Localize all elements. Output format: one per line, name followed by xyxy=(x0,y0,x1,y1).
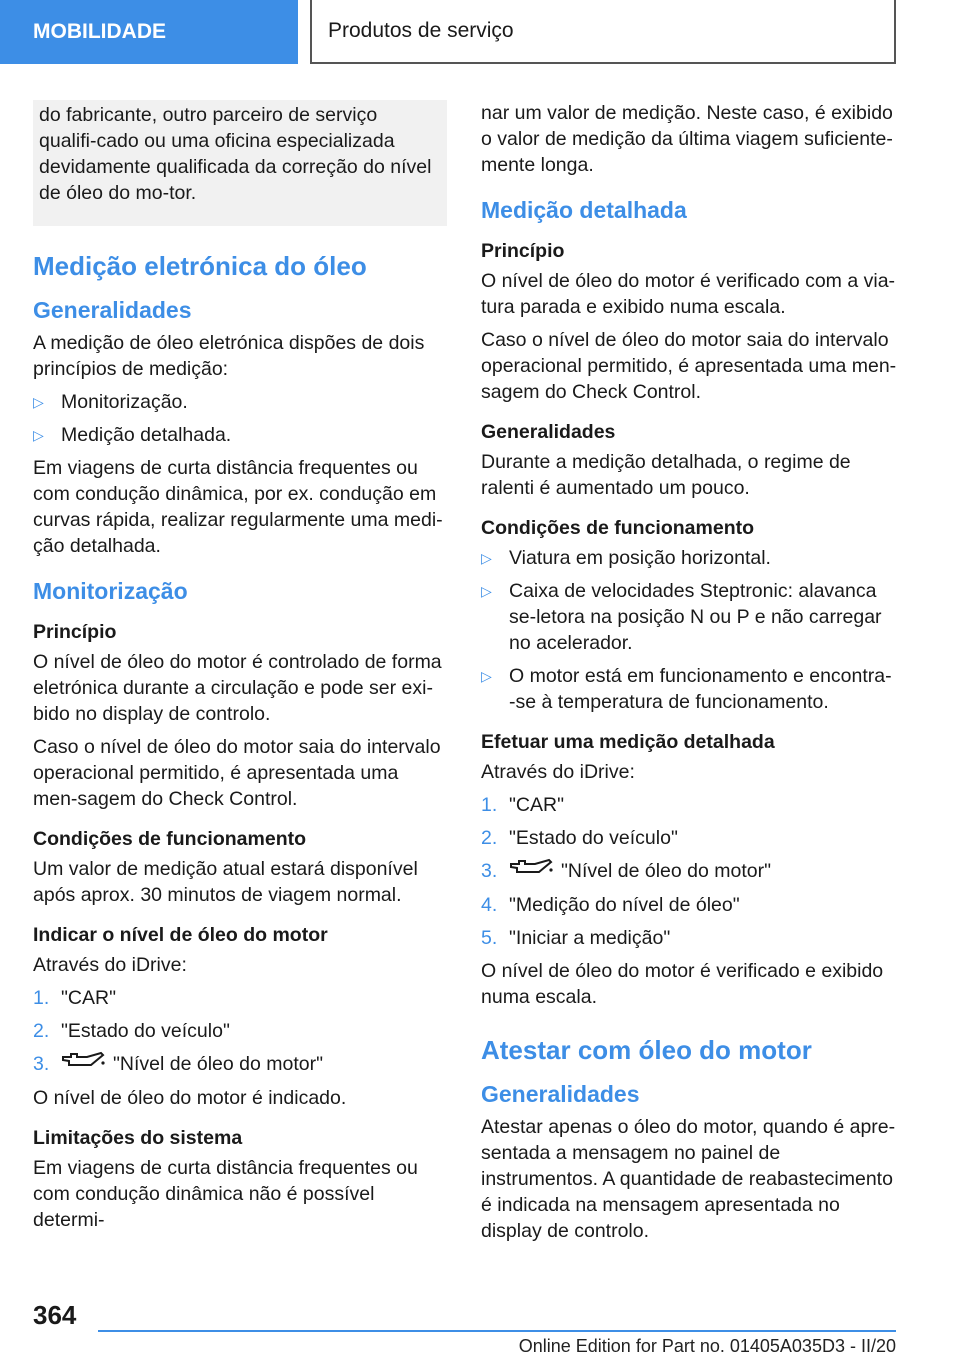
paragraph: Caso o nível de óleo do motor saia do intervalo operacional permitido, é apresentada uma men-sagem do Check Control. xyxy=(481,329,897,403)
paragraph: Em viagens de curta distância frequentes ou com condução dinâmica não é possível determi- xyxy=(33,1157,418,1231)
heading-indicar-nivel: Indicar o nível de óleo do motor xyxy=(33,924,328,946)
paragraph: Um valor de medição atual estará disponível após aprox. 30 minutos de viagem normal. xyxy=(33,858,418,906)
heading-condicoes: Condições de funcionamento xyxy=(481,517,755,539)
paragraph: A medição de óleo eletrónica dispões de dois princípios de medição: xyxy=(33,332,425,380)
oil-can-icon xyxy=(61,1051,105,1078)
list-item: 3. "Nível de óleo do motor" xyxy=(33,1051,447,1078)
heading-generalidades: Generalidades xyxy=(481,421,616,443)
note-box xyxy=(33,100,447,226)
heading-limitacoes: Limitações do sistema xyxy=(33,1127,243,1149)
note-text: do fabricante, outro parceiro de serviço qualifi-cado ou uma oficina especializada devidamente qualificada da correção do nível de óleo do mo-tor. xyxy=(39,104,432,204)
paragraph: Atestar apenas o óleo do motor, quando é apre-sentada a mensagem no painel de instrumentos. A quantidade de reabastecimento é indicada na mensagem apresentada no display de controlo. xyxy=(481,1116,896,1242)
heading-medicao-detalhada: Medição detalhada xyxy=(481,197,687,223)
list-item: 4. "Medição do nível de óleo" xyxy=(481,894,740,916)
heading-condicoes: Condições de funcionamento xyxy=(33,828,307,850)
heading-atestar-oleo: Atestar com óleo do motor xyxy=(481,1035,812,1065)
triangle-bullet-icon: ▷ xyxy=(481,550,492,566)
heading-electronic-oil-measurement: Medição eletrónica do óleo xyxy=(33,251,367,281)
list-item: 2. "Estado do veículo" xyxy=(481,827,678,849)
list-item: ▷ Viatura em posição horizontal. xyxy=(481,547,771,569)
list-item: 3. "Nível de óleo do motor" xyxy=(481,858,897,885)
list-item: 1. "CAR" xyxy=(33,987,117,1009)
chapter-header xyxy=(310,0,896,64)
list-item: ▷ Monitorização. xyxy=(33,391,188,413)
heading-generalidades: Generalidades xyxy=(481,1081,640,1107)
heading-monitorizacao: Monitorização xyxy=(33,578,188,604)
list-item: 5. "Iniciar a medição" xyxy=(481,927,671,949)
heading-efetuar-medicao: Efetuar uma medição detalhada xyxy=(481,731,775,753)
paragraph: O nível de óleo do motor é indicado. xyxy=(33,1087,347,1109)
heading-principio: Princípio xyxy=(481,240,565,262)
paragraph: Caso o nível de óleo do motor saia do intervalo operacional permitido, é apresentada uma men-sagem do Check Control. xyxy=(33,736,441,810)
paragraph: Através do iDrive: xyxy=(33,954,187,976)
heading-principio: Princípio xyxy=(33,621,117,643)
triangle-bullet-icon: ▷ xyxy=(481,583,492,599)
list-item: ▷ Caixa de velocidades Steptronic: alavanca se-letora na posição N ou P e não carregar no acelerador. xyxy=(481,580,882,654)
heading-generalidades: Generalidades xyxy=(33,297,192,323)
list-item: 2. "Estado do veículo" xyxy=(33,1020,230,1042)
left-column xyxy=(33,100,447,1240)
triangle-bullet-icon: ▷ xyxy=(33,394,44,410)
chapter-title: Produtos de serviço xyxy=(328,19,514,42)
list-item: 1. "CAR" xyxy=(481,794,565,816)
paragraph: Através do iDrive: xyxy=(481,761,635,783)
section-tab xyxy=(0,0,298,64)
paragraph: nar um valor de medição. Neste caso, é exibido o valor de medição da última viagem suficiente-mente longa. xyxy=(481,102,893,176)
section-title: MOBILIDADE xyxy=(33,20,166,43)
paragraph: O nível de óleo do motor é controlado de forma eletrónica durante a circulação e pode ser exi-bido no display de controlo. xyxy=(33,651,442,725)
footer-divider xyxy=(98,1330,896,1332)
paragraph: O nível de óleo do motor é verificado e exibido numa escala. xyxy=(481,960,884,1008)
triangle-bullet-icon: ▷ xyxy=(481,668,492,684)
paragraph: Em viagens de curta distância frequentes ou com condução dinâmica, por ex. condução em curvas rápida, realizar regularmente uma medi-ção detalhada. xyxy=(33,457,443,557)
paragraph: O nível de óleo do motor é verificado com a via-tura parada e exibido numa escala. xyxy=(481,270,896,318)
paragraph: Durante a medição detalhada, o regime de ralenti é aumentado um pouco. xyxy=(481,451,851,499)
oil-can-icon xyxy=(509,858,553,885)
triangle-bullet-icon: ▷ xyxy=(33,427,44,443)
right-column xyxy=(481,100,897,1251)
edition-note: Online Edition for Part no. 01405A035D3 - II/20 xyxy=(518,1336,896,1356)
list-item: ▷ O motor está em funcionamento e encontra--se à temperatura de funcionamento. xyxy=(481,665,892,713)
list-item: ▷ Medição detalhada. xyxy=(33,424,232,446)
page-number: 364 xyxy=(33,1300,77,1330)
